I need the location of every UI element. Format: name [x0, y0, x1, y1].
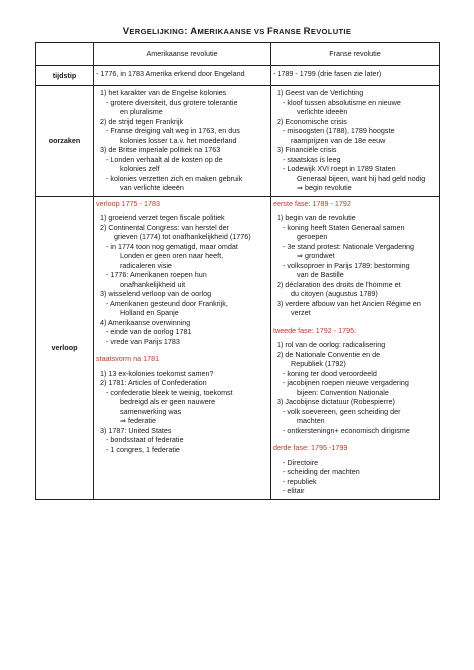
comparison-table — [35, 42, 440, 500]
header-french: Franse revolutie — [271, 43, 440, 66]
list-item: verlichte ideeën — [297, 107, 348, 116]
list-item: 3) wisselend verloop van de oorlog — [100, 289, 212, 298]
list-item: - 3e stand protest: Nationale Vergadering — [283, 241, 415, 251]
list-item: ⇒ federatie — [120, 416, 156, 425]
list-item: verzet — [291, 308, 311, 317]
list-item: bijeen: Convention Nationale — [297, 387, 389, 397]
list-item: - Franse dreiging valt weg in 1763, en dus — [106, 126, 240, 135]
list-item: - Lodewijk XVI roept in 1789 Staten — [283, 164, 396, 173]
list-item: - confederatie bleek te weinig, toekomst — [106, 387, 233, 397]
list-item: - scheiding der machten — [283, 467, 360, 476]
list-item: - staatskas is leeg — [283, 154, 341, 164]
list-item: 1) rol van de oorlog: radicalisering — [277, 340, 386, 349]
tijdstip-french — [271, 66, 440, 86]
row-verloop — [36, 196, 440, 499]
oorzaken-american — [94, 86, 271, 197]
list-item: 2) Economische crisis — [277, 116, 347, 126]
list-item: 3) Jacobijnse dictatuur (Robespierre) — [277, 397, 395, 406]
list-item: - einde van de oorlog 1781 — [106, 327, 192, 336]
list-item: radicaleren visie — [120, 260, 172, 270]
list-item: - misoogsten (1788), 1789 hoogste — [283, 126, 395, 135]
list-item: - volk soevereen, geen scheiding der — [283, 406, 401, 416]
list-item: - in 1774 toon nog gematigd, maar omdat — [106, 241, 238, 251]
list-item: - kolonies verzetten zich en maken gebruik — [106, 173, 243, 183]
list-item: samenwerking was — [120, 406, 182, 416]
verloop-american — [94, 196, 271, 499]
list-item: van de Bastille — [297, 270, 344, 279]
row-label-tijdstip: tijdstip — [36, 66, 94, 86]
list-item: 2) de Nationale Conventie en de — [277, 349, 381, 359]
list-item: - 1 congres, 1 federatie — [106, 444, 180, 454]
list-item: Generaal bijeen, want hij had geld nodig — [297, 173, 426, 183]
verloop-french — [271, 196, 440, 499]
section-heading: verloop 1775 - 1783 — [96, 198, 160, 208]
list-item: - 1776: Amerikanen roepen hun — [106, 270, 207, 279]
list-item: 1) het karakter van de Engelse kolonies — [100, 88, 227, 97]
list-item: - republiek — [283, 476, 317, 486]
tijdstip-french-text: - 1789 - 1799 (drie fasen zie later) — [273, 69, 382, 78]
list-item: 4) Amerikaanse overwinning — [100, 317, 191, 327]
list-item: du citoyen (augustus 1789) — [291, 289, 378, 298]
section-heading: eerste fase: 1789 - 1792 — [273, 198, 351, 208]
list-item: - volksoproer in Parijs 1789: bestorming — [283, 260, 410, 270]
section-heading: tweede fase: 1792 - 1795: — [273, 325, 357, 335]
row-oorzaken — [36, 86, 440, 197]
list-item: - bondsstaat of federatie — [106, 435, 184, 444]
section-heading: derde fase: 1795 -1799 — [273, 443, 348, 452]
list-item: - koning heeft Staten Generaal samen — [283, 222, 405, 232]
list-item: grieven (1774) tot onafhankelijkheid (1776) — [114, 232, 251, 241]
list-item: kolonies losser t.a.v. het moederland — [120, 135, 237, 145]
list-item: - grotere diversiteit, dus grotere tolerantie — [106, 97, 238, 107]
list-item: - Londen verhaalt al de kosten op de — [106, 154, 223, 164]
list-item: ⇒ grondwet — [297, 251, 335, 260]
header-american: Amerikaanse revolutie — [94, 43, 271, 66]
list-item: 3) Financiële crisis — [277, 145, 337, 154]
list-item: 2) de strijd tegen Frankrijk — [100, 116, 184, 126]
list-item: kolonies zelf — [120, 164, 160, 173]
list-item: Republiek (1792) — [291, 359, 346, 368]
list-item: ⇒ begin revolutie — [297, 183, 352, 192]
list-item: - ontkersteningn+ economisch dirigisme — [283, 425, 410, 435]
list-item: - vrede van Parijs 1783 — [106, 336, 180, 346]
list-item: - Amerikanen gesteund door Frankrijk, — [106, 298, 228, 308]
list-item: van verlichte ideeën — [120, 183, 184, 192]
header-empty-cell — [36, 43, 94, 66]
list-item: 3) de Britse imperiale politiek na 1763 — [100, 145, 221, 154]
list-item: onafhankelijkheid uit — [120, 279, 186, 289]
list-item: Londen er geen oren naar heeft, — [120, 251, 224, 260]
row-label-verloop: verloop — [36, 196, 94, 499]
list-item: - elitair — [283, 486, 305, 495]
list-item: machten — [297, 416, 325, 425]
list-item: 1) Geest van de Verlichting — [277, 88, 364, 97]
list-item: 1) begin van de revolutie — [277, 213, 356, 222]
list-item: 2) déclaration des droits de l'homme et — [277, 279, 401, 289]
oorzaken-french — [271, 86, 440, 197]
list-item: 2) 1781: Articles of Confederation — [100, 378, 207, 387]
list-item: Holland en Spanje — [120, 308, 179, 317]
row-label-oorzaken: oorzaken — [36, 86, 94, 197]
list-item: bedreigd als er geen nauwere — [120, 397, 216, 406]
list-item: - kloof tussen absolutisme en nieuwe — [283, 97, 401, 107]
list-item: 1) groeiend verzet tegen fiscale politiek — [100, 213, 225, 222]
row-tijdstip — [36, 66, 440, 86]
list-item: - jacobijnen roepen nieuwe vergadering — [283, 378, 409, 387]
list-item: - Directoire — [283, 457, 319, 467]
document-title: VERGELIJKING: AMERIKAANSE VS FRANSE REVOLUTIE — [122, 26, 352, 37]
header-row — [36, 43, 440, 66]
section-heading: staatsvorm na 1781 — [96, 354, 160, 363]
list-item: 1) 13 ex-kolonies toekomst samen? — [100, 368, 214, 378]
list-item: 2) Continental Congress: van herstel der — [100, 222, 230, 232]
tijdstip-american-text: - 1776, in 1783 Amerika erkend door Engeland — [96, 69, 245, 78]
list-item: 3) verdere afbouw van het Ancien Régime en — [277, 298, 421, 308]
list-item: 3) 1787: United States — [100, 425, 172, 435]
tijdstip-american — [94, 66, 271, 86]
list-item: raamprijzen van de 18e eeuw — [291, 135, 386, 145]
list-item: - koning ter dood veroordeeld — [283, 368, 377, 378]
list-item: en pluralisme — [120, 107, 163, 116]
list-item: geroepen — [297, 232, 328, 241]
